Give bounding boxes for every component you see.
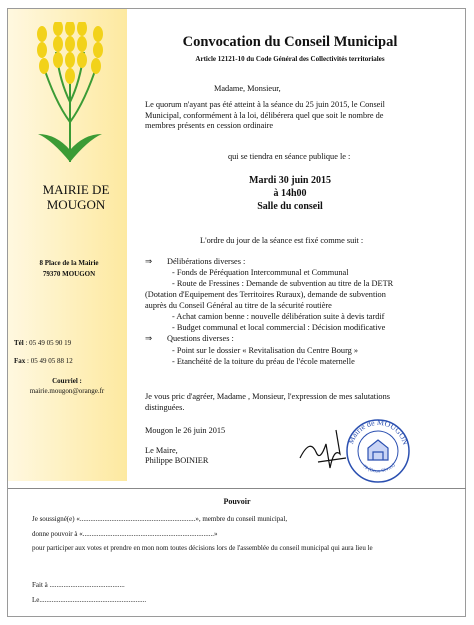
closing-line1: Je vous pric d'agréer, Madame , Monsieur, l'expression de mes salutations — [145, 392, 390, 401]
questions-arrow-icon: ⇒ — [145, 334, 152, 343]
meeting-date: Mardi 30 juin 2015 — [249, 175, 331, 186]
tel-label: Tél — [14, 339, 24, 347]
courriel-block — [10, 376, 124, 396]
agenda-item-1: - Fonds de Péréquation Intercommunal et Communal — [172, 268, 349, 277]
agenda-item-4: - Budget communal et local commercial : Décision modificative — [172, 323, 386, 332]
document-title: Convocation du Conseil Municipal — [182, 34, 398, 50]
mairie-stamp-icon — [346, 418, 410, 482]
para1-line2: Municipal, conformément à la loi, délibérera quel que soit le nombre de — [145, 110, 384, 120]
wheat-logo-icon — [30, 22, 110, 170]
tel-line — [14, 338, 71, 348]
delib-arrow-icon: ⇒ — [145, 257, 152, 266]
seance-intro: qui se tiendra en séance publique le : — [228, 152, 351, 161]
pouvoir-line-participer: pour participer aux votes et prendre en mon nom toutes décisions lors de l'assemblée du conseil municipal qui aura lieu le — [32, 544, 373, 552]
para1-line1: Le quorum n'ayant pas été atteint à la séance du 25 juin 2015, le Conseil — [145, 100, 385, 109]
address-line1: 8 Place de la Mairie — [39, 259, 99, 267]
pouvoir-line-soussigne: Je soussigné(e) «..................................................................», membre du conseil municipal, — [32, 515, 288, 523]
signer-name: Philippe BOINIER — [145, 456, 209, 465]
signature-and-stamp — [296, 418, 414, 484]
tel-value: : 05 49 05 90 19 — [25, 339, 72, 347]
para1-line3: membres présents en cession ordinaire — [145, 121, 274, 130]
fax-line — [14, 356, 73, 366]
fax-value: : 05 49 05 88 12 — [27, 357, 73, 365]
closing-line2: distinguées. — [145, 402, 185, 412]
delib-title: Délibérations diverses : — [167, 257, 246, 266]
signature-icon — [300, 430, 346, 468]
meeting-time: à 14h00 — [273, 188, 307, 199]
stamp-text: Mairie de MOUGON — [346, 418, 411, 446]
meeting-place: Salle du conseil — [257, 201, 323, 212]
ordre-du-jour-intro: L'ordre du jour de la séance est fixé comme suit : — [200, 236, 364, 245]
agenda-item-3: - Achat camion benne : nouvelle délibération suite à devis tardif — [172, 312, 385, 321]
courriel-label: Courriel : — [52, 377, 82, 385]
questions-title: Questions diverses : — [167, 334, 234, 343]
mairie-address — [14, 258, 124, 280]
pouvoir-line-le: Le............................................................. — [32, 596, 147, 604]
agenda-item-2-line3: auprès du Conseil Général au titre de la sécurité routière — [145, 301, 332, 310]
signer-title: Le Maire, — [145, 446, 178, 455]
mairie-line1: MAIRIE DE — [42, 182, 110, 197]
closing — [145, 392, 465, 413]
svg-text:79 (Deux-Sèvres) — [361, 463, 396, 475]
place-date: Mougon le 26 juin 2015 — [145, 426, 226, 435]
mairie-name — [26, 182, 126, 212]
agenda-item-2-line2: (Dotation d'Equipement des Territoires Ruraux), demande de subvention — [145, 290, 386, 299]
paragraph-quorum — [145, 100, 465, 132]
address-line2: 79370 MOUGON — [42, 270, 96, 278]
mairie-line2: MOUGON — [46, 197, 106, 212]
pouvoir-title: Pouvoir — [223, 497, 251, 506]
document-subtitle: Article 12121-10 du Code Général des Collectivités territoriales — [195, 55, 385, 63]
salutation: Madame, Monsieur, — [214, 84, 281, 93]
agenda-item-2-line1: - Route de Fressines : Demande de subvention au titre de la DETR — [172, 279, 394, 288]
stamp-subtext: 79 (Deux-Sèvres) — [361, 463, 397, 475]
question-2: - Etanchéité de la toiture du préau de l'école maternelle — [172, 357, 355, 366]
meeting-details — [200, 174, 380, 213]
question-1: - Point sur le dossier « Revitalisation du Centre Bourg » — [172, 346, 359, 355]
fax-label: Fax — [14, 357, 26, 365]
section-divider — [8, 488, 466, 489]
pouvoir-line-fait: Fait à ........................................... — [32, 581, 125, 589]
pouvoir-line-donne: donne pouvoir à «...........................................................................» — [32, 530, 218, 538]
courriel-value[interactable]: mairie.mougon@orange.fr — [29, 387, 105, 395]
